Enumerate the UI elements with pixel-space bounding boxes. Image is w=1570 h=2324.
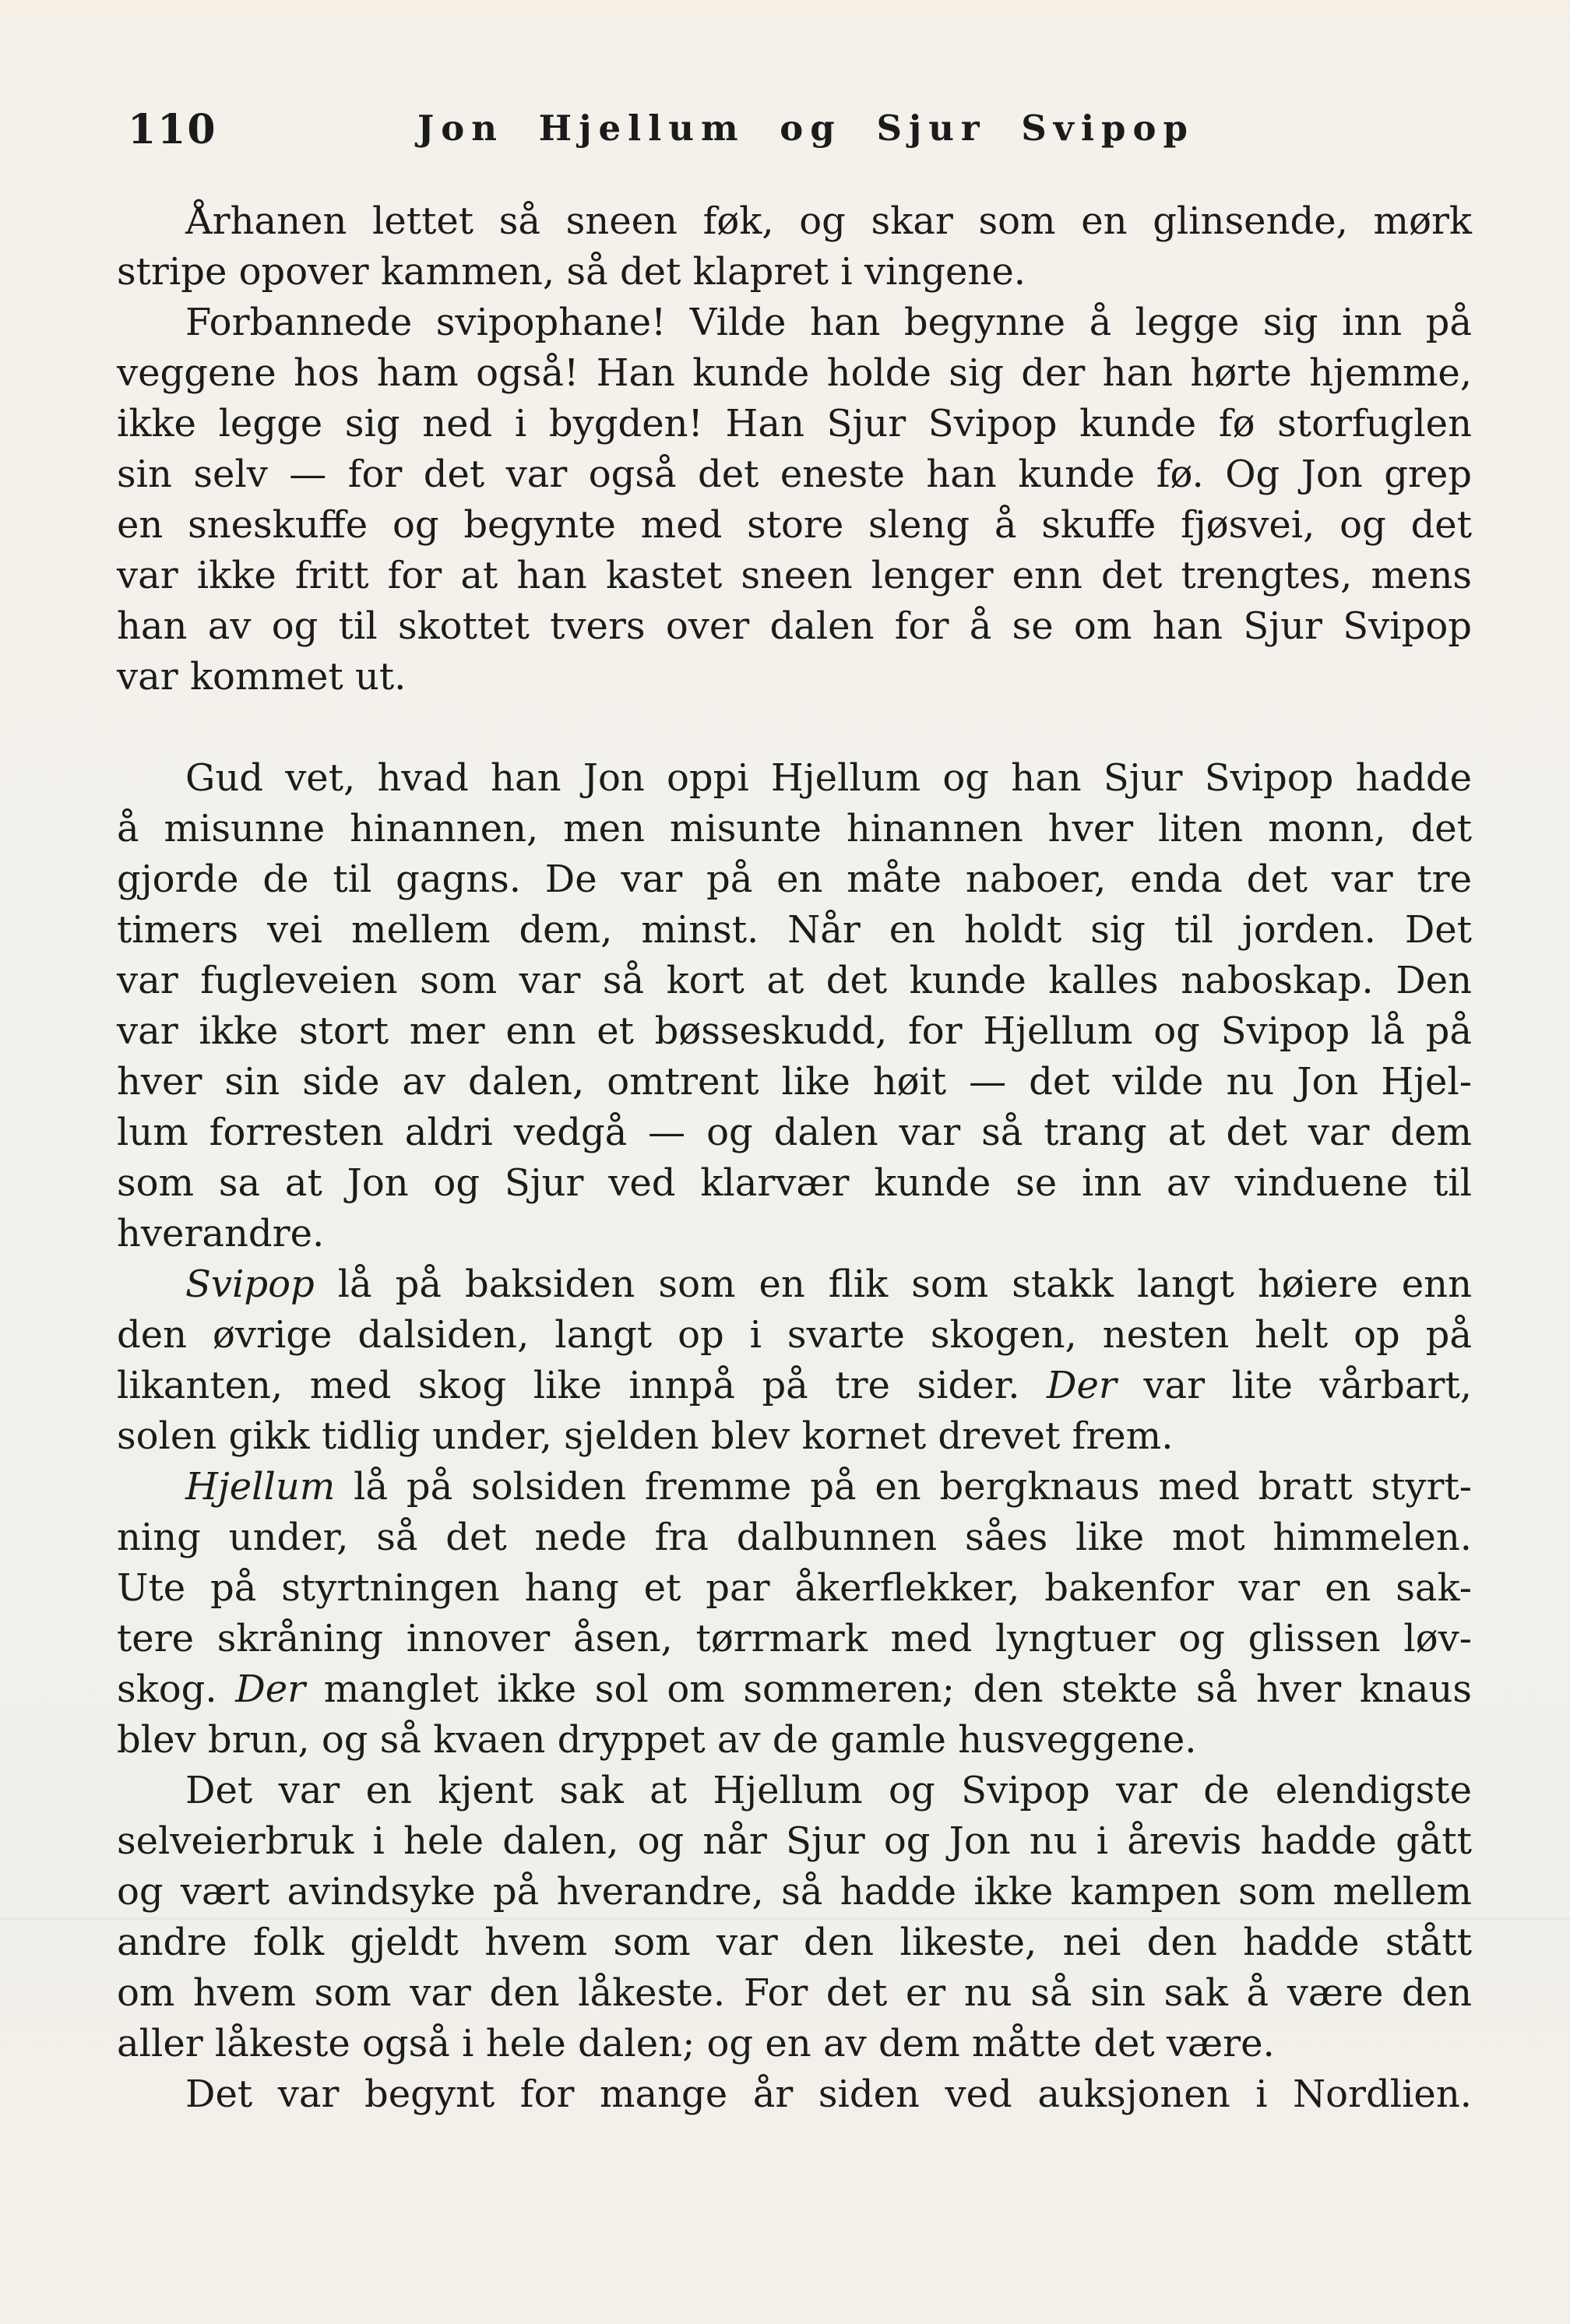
text-run: andre folk gjeldt hvem som var den likeste, nei den hadde stått xyxy=(117,1921,1472,1964)
text-run: lum forresten aldri vedgå — og dalen var så trang at det var dem xyxy=(117,1111,1472,1154)
text-line xyxy=(117,1107,1472,1158)
text-block xyxy=(117,196,1472,2120)
text-run: en sneskuffe og begynte med store sleng å skuffe fjøsvei, og det xyxy=(117,503,1472,547)
text-run: var fugleveien som var så kort at det kunde kalles naboskap. Den xyxy=(117,959,1472,1002)
paragraph xyxy=(117,1462,1472,1766)
text-line xyxy=(117,1209,1472,1259)
text-line xyxy=(117,449,1472,500)
text-line xyxy=(117,1614,1472,1664)
text-run: Det var en kjent sak at Hjellum og Svipop var de elendigste xyxy=(185,1769,1472,1812)
text-run: hver sin side av dalen, omtrent like høit — det vilde nu Jon Hjel- xyxy=(117,1060,1472,1104)
text-line xyxy=(117,1766,1472,1816)
text-run: å misunne hinannen, men misunte hinannen hver liten monn, det xyxy=(117,807,1472,850)
text-line xyxy=(117,500,1472,551)
text-line xyxy=(117,298,1472,348)
text-run: og vært avindsyke på hverandre, så hadde ikke kampen som mellem xyxy=(117,1870,1472,1914)
text-line xyxy=(117,399,1472,449)
text-run: om hvem som var den låkeste. For det er nu så sin sak å være den xyxy=(117,1971,1472,2015)
text-run: var lite vårbart, xyxy=(1116,1364,1472,1407)
paragraph xyxy=(117,2069,1472,2120)
text-line xyxy=(117,1664,1472,1715)
text-run: gjorde de til gagns. De var på en måte naboer, enda det var tre xyxy=(117,857,1472,901)
italic-text-run: Svipop xyxy=(185,1262,315,1306)
text-line xyxy=(117,1259,1472,1310)
text-line xyxy=(117,1715,1472,1766)
text-line xyxy=(117,1462,1472,1512)
text-run: Ute på styrtningen hang et par åkerflekker, bakenfor var en sak- xyxy=(117,1566,1472,1610)
text-line xyxy=(117,551,1472,601)
text-line xyxy=(117,854,1472,905)
text-run: likanten, med skog like innpå på tre sider. xyxy=(117,1364,1047,1407)
paragraph xyxy=(117,1259,1472,1462)
text-line xyxy=(117,1158,1472,1209)
paragraph xyxy=(117,196,1472,298)
text-run: selveierbruk i hele dalen, og når Sjur og Jon nu i årevis hadde gått xyxy=(117,1819,1472,1863)
text-line xyxy=(117,1563,1472,1614)
text-line xyxy=(117,1006,1472,1057)
text-run: var ikke stort mer enn et bøsseskudd, for Hjellum og Svipop lå på xyxy=(117,1009,1472,1053)
italic-text-run: Der xyxy=(235,1667,306,1711)
text-run: timers vei mellem dem, minst. Når en holdt sig til jorden. Det xyxy=(117,908,1472,952)
text-run: sin selv — for det var også det eneste han kunde fø. Og Jon grep xyxy=(117,452,1472,496)
text-run: var ikke fritt for at han kastet sneen lenger enn det trengtes, mens xyxy=(117,554,1472,597)
text-run: ning under, så det nede fra dalbunnen såes like mot himmelen. xyxy=(117,1516,1472,1559)
text-line xyxy=(117,2069,1472,2120)
text-run: tere skråning innover åsen, tørrmark med lyngtuer og glissen løv- xyxy=(117,1617,1472,1660)
text-run: Det var begynt for mange år siden ved auksjonen i Nordlien. xyxy=(185,2072,1472,2116)
text-line xyxy=(117,956,1472,1006)
text-line xyxy=(117,196,1472,247)
text-line xyxy=(117,601,1472,652)
text-line xyxy=(117,1512,1472,1563)
text-line xyxy=(117,348,1472,399)
text-run: ikke legge sig ned i bygden! Han Sjur Svipop kunde fø storfuglen xyxy=(117,402,1472,445)
text-run: manglet ikke sol om sommeren; den stekte så hver knaus xyxy=(305,1667,1473,1711)
text-line xyxy=(117,1057,1472,1107)
text-run: Gud vet, hvad han Jon oppi Hjellum og han Sjur Svipop hadde xyxy=(185,756,1472,800)
paragraph xyxy=(117,298,1472,702)
paragraph xyxy=(117,753,1472,1259)
text-run: veggene hos ham også! Han kunde holde sig der han hørte hjemme, xyxy=(117,351,1472,395)
text-run: lå på baksiden som en flik som stakk langt høiere enn xyxy=(314,1262,1472,1306)
text-run: den øvrige dalsiden, langt op i svarte skogen, nesten helt op på xyxy=(117,1313,1472,1357)
text-run: som sa at Jon og Sjur ved klarvær kunde se inn av vinduene til xyxy=(117,1161,1472,1205)
text-line xyxy=(117,753,1472,804)
italic-text-run: Der xyxy=(1047,1364,1117,1407)
paragraph xyxy=(117,1766,1472,2069)
text-line xyxy=(117,1310,1472,1361)
text-run: hverandre. xyxy=(117,1212,325,1255)
text-line xyxy=(117,1968,1472,2019)
text-line xyxy=(117,1917,1472,1968)
text-line xyxy=(117,1361,1472,1411)
text-line xyxy=(117,2019,1472,2069)
text-run: Forbannede svipophane! Vilde han begynne å legge sig inn på xyxy=(185,301,1472,344)
text-run: blev brun, og så kvaen dryppet av de gamle husveggene. xyxy=(117,1718,1197,1762)
text-run: lå på solsiden fremme på en bergknaus med bratt styrt- xyxy=(335,1465,1472,1509)
page-header xyxy=(117,106,1472,156)
italic-text-run: Hjellum xyxy=(185,1465,336,1509)
text-run: Århanen lettet så sneen føk, og skar som en glinsende, mørk xyxy=(185,199,1472,243)
text-line xyxy=(117,247,1472,298)
text-run: solen gikk tidlig under, sjelden blev kornet drevet frem. xyxy=(117,1414,1174,1458)
text-line xyxy=(117,652,1472,702)
text-line xyxy=(117,905,1472,956)
running-title: Jon Hjellum og Sjur Svipop xyxy=(417,107,1195,149)
text-line xyxy=(117,1816,1472,1867)
text-line xyxy=(117,1867,1472,1917)
text-line xyxy=(117,804,1472,854)
text-run: var kommet ut. xyxy=(117,655,407,699)
text-line xyxy=(117,1411,1472,1462)
text-run: skog. xyxy=(117,1667,236,1711)
text-run: han av og til skottet tvers over dalen for å se om han Sjur Svipop xyxy=(117,604,1472,648)
text-run: stripe opover kammen, så det klapret i vingene. xyxy=(117,250,1026,294)
page-number: 110 xyxy=(128,106,217,153)
text-run: aller låkeste også i hele dalen; og en av dem måtte det være. xyxy=(117,2022,1275,2065)
